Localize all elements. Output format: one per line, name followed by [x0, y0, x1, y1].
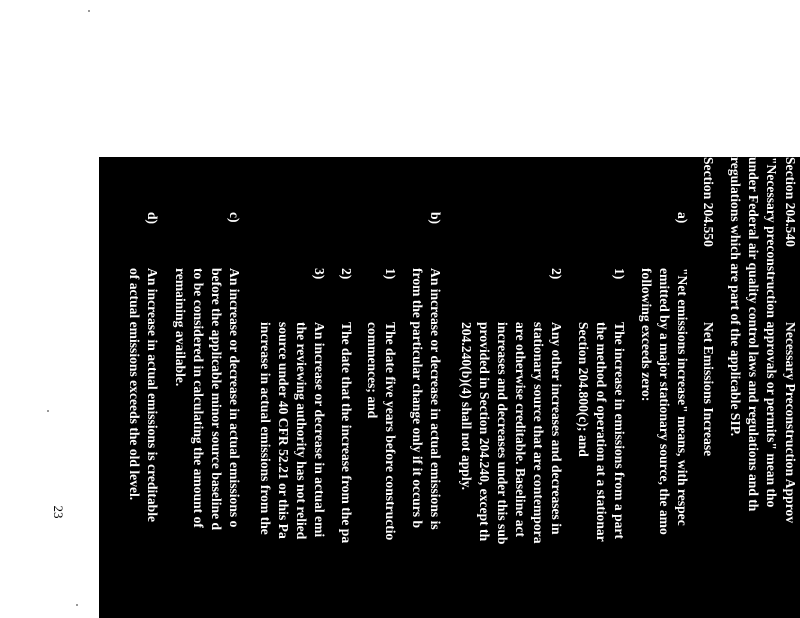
item-b1-line-2: commences; and	[365, 322, 380, 419]
item-a-line-2: emitted by a major stationary source, the amo	[657, 268, 672, 535]
item-d-line-2: of actual emissions exceeds the old level.	[127, 268, 142, 501]
section-540-number: Section 204.540	[783, 157, 798, 247]
item-c-line-2: before the applicable minor source baseline d	[209, 268, 224, 531]
item-a2-line-4: increases and decreases under this sub	[495, 322, 510, 545]
section-550-title: Net Emissions Increase	[701, 322, 716, 457]
item-a1-line-1: The increase in emissions from a part	[612, 322, 627, 539]
scanned-page-band	[99, 157, 800, 618]
item-b3-line-1: An increase or decrease in actual emi	[312, 322, 327, 538]
item-b3-line-2: the reviewing authority has not relied	[294, 322, 309, 540]
item-a2-line-1: Any other increases and decreases in	[549, 322, 564, 535]
item-a-line-3: following exceeds zero:	[639, 268, 654, 402]
item-b2-line-1: The date that the increase from the pa	[339, 322, 354, 544]
item-b3-line-4: increase in actual emissions from the	[258, 322, 273, 535]
scan-speck	[88, 10, 90, 12]
item-c-line-4: remaining available.	[173, 268, 188, 387]
item-a2-line-6: 204.240(b)(4) shall not apply.	[459, 322, 474, 491]
section-540-title: Necessary Preconstruction Approv	[783, 322, 798, 524]
section-540-line-1: "Necessary preconstruction approvals or permits" mean tho	[764, 157, 779, 508]
item-b1-line-1: The date five years before constructio	[383, 322, 398, 541]
item-a-line-1: "Net emissions increase" means, with respec	[675, 268, 690, 526]
item-b-line-1: An increase or decrease in actual emissions is	[428, 268, 443, 530]
scan-speck	[76, 604, 78, 606]
item-a-label: a)	[675, 212, 690, 224]
item-c-line-1: An increase or decrease in actual emissions o	[227, 268, 242, 528]
item-a1-line-2: the method of operation at a stationar	[594, 322, 609, 542]
rotated-document-page	[99, 157, 800, 618]
item-a2-label: 2)	[549, 268, 564, 280]
item-a1-line-3: Section 204.800(c); and	[576, 322, 591, 457]
section-550-number: Section 204.550	[701, 157, 716, 247]
item-b1-label: 1)	[383, 268, 398, 280]
item-c-line-3: to be considered in calculating the amount of	[191, 268, 206, 528]
item-a1-label: 1)	[612, 268, 627, 280]
item-b-label: b)	[428, 212, 443, 225]
item-a2-line-5: provided in Section 204.240, except th	[477, 322, 492, 542]
section-540-line-2: under Federal air quality control laws and regulations and th	[746, 157, 761, 512]
item-c-label: c)	[227, 212, 242, 223]
item-b3-label: 3)	[312, 268, 327, 280]
item-d-label: d)	[145, 212, 160, 225]
page-number: 23	[51, 505, 66, 519]
item-a2-line-2: stationary source that are contempora	[531, 322, 546, 544]
item-b3-line-3: source under 40 CFR 52.21 or this Pa	[276, 322, 291, 539]
scan-speck	[47, 410, 49, 412]
section-540-line-3: regulations which are part of the applicable SIP.	[728, 157, 743, 437]
item-a2-line-3: are otherwise creditable. Baseline act	[513, 322, 528, 538]
item-b2-label: 2)	[339, 268, 354, 280]
item-b-line-2: from the particular change only if it occurs b	[410, 268, 425, 529]
item-d-line-1: An increase in actual emissions is creditable	[145, 268, 160, 522]
